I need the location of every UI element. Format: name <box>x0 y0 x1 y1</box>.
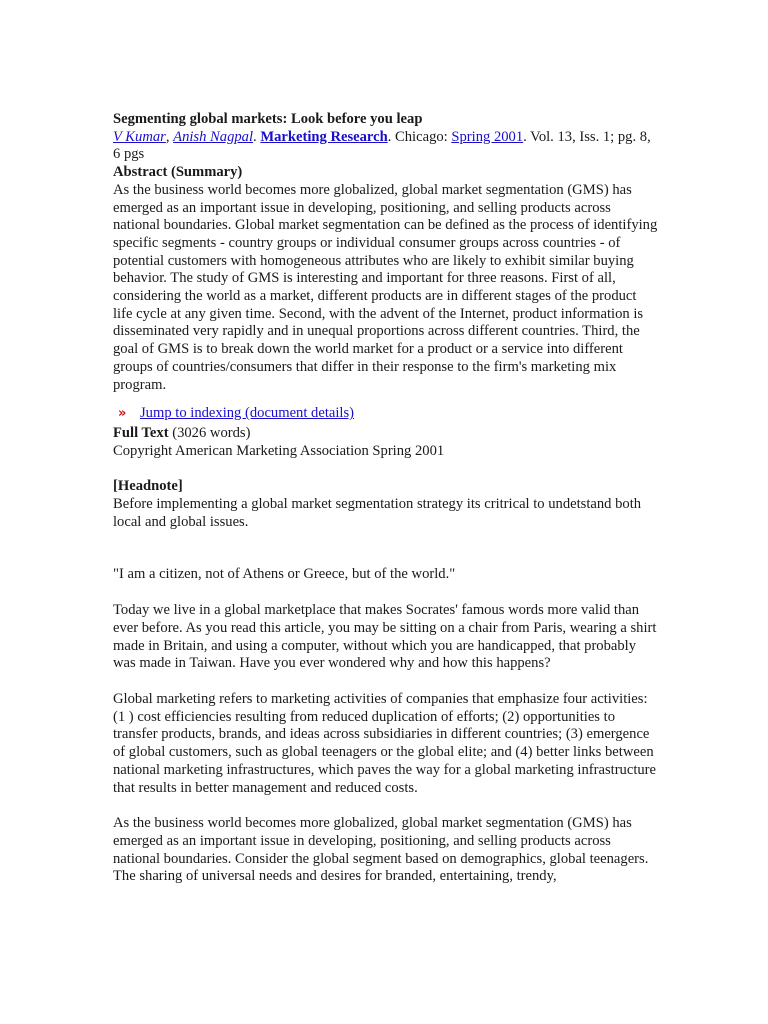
issue-date-link[interactable]: Spring 2001 <box>451 128 524 145</box>
body-paragraph: As the business world becomes more globalized, global market segmentation (GMS) has emerged as an important issue in developing, positioning, and selling products across national boundaries. Consider the global segment based on demographics, global teenagers. The sharing of universal needs and desires for branded, entertaining, trendy, <box>113 815 649 885</box>
abstract-text: As the business world becomes more globalized, global market segmentation (GMS) has emerged as an important issue in developing, positioning, and selling products across national boundaries. Global market segmentation can be defined as the process of identifying specific segments - country groups or individual consumer groups across countries - of potential customers with homogeneous attributes who are likely to exhibit similar buying behavior. The study of GMS is interesting and important for three reasons. First of all, considering the world as a market, different products are in different stages of the product life cycle at any given time. Second, with the advent of the Internet, product information is disseminated very rapidly and in unequal proportions across different countries. Third, the goal of GMS is to break down the world market for a product or a service into different groups of countries/consumers that differ in their response to the firm's marketing mix program. <box>113 181 658 393</box>
word-count: (3026 words) <box>168 424 251 441</box>
opening-quote: "I am a citizen, not of Athens or Greece, but of the world." <box>113 566 456 583</box>
headnote-text: Before implementing a global market segmentation strategy its critrical to undetstand both local and global issues. <box>113 496 642 530</box>
jump-to-indexing-link[interactable]: Jump to indexing (document details) <box>140 405 355 422</box>
citation-line <box>113 129 658 164</box>
citation-separator: , <box>165 128 174 145</box>
citation-separator: . <box>253 128 261 145</box>
author-link-nagpal[interactable]: Anish Nagpal <box>173 128 254 145</box>
body-paragraph: Global marketing refers to marketing activities of companies that emphasize four activities: (1 ) cost efficiencies resulting from reduced duplication of efforts; (2) opportunities to transfer products, brands, and ideas across subsidiaries in different countries; (3) emergence of global customers, such as global teenagers or the global elite; and (4) better links between national marketing infrastructures, which paves the way for a global marketing infrastructure that results in better management and reduced costs. <box>113 690 657 796</box>
citation-details: . Vol. 13, Iss. 1; pg. 8, 6 pgs <box>113 128 651 163</box>
author-link-kumar[interactable]: V Kumar <box>113 128 166 145</box>
full-text-line <box>113 425 658 443</box>
article-title: Segmenting global markets: Look before you leap <box>113 111 423 127</box>
body-paragraph: Today we live in a global marketplace that makes Socrates' famous words more valid than ever before. As you read this article, you may be sitting on a chair from Paris, wearing a shirt made in Britain, and using a computer, without which you are handicapped, that probably was made in Taiwan. Have you ever wondered why and how this happens? <box>113 602 657 672</box>
double-arrow-icon: » <box>118 406 127 422</box>
citation-place: . Chicago: <box>387 128 452 145</box>
headnote-label: [Headnote] <box>113 478 183 495</box>
jump-row <box>113 405 658 423</box>
abstract-heading: Abstract (Summary) <box>113 164 243 181</box>
full-text-label: Full Text <box>113 424 169 441</box>
copyright-line: Copyright American Marketing Association Spring 2001 <box>113 442 445 459</box>
journal-link[interactable]: Marketing Research <box>260 128 388 145</box>
document <box>113 111 658 886</box>
